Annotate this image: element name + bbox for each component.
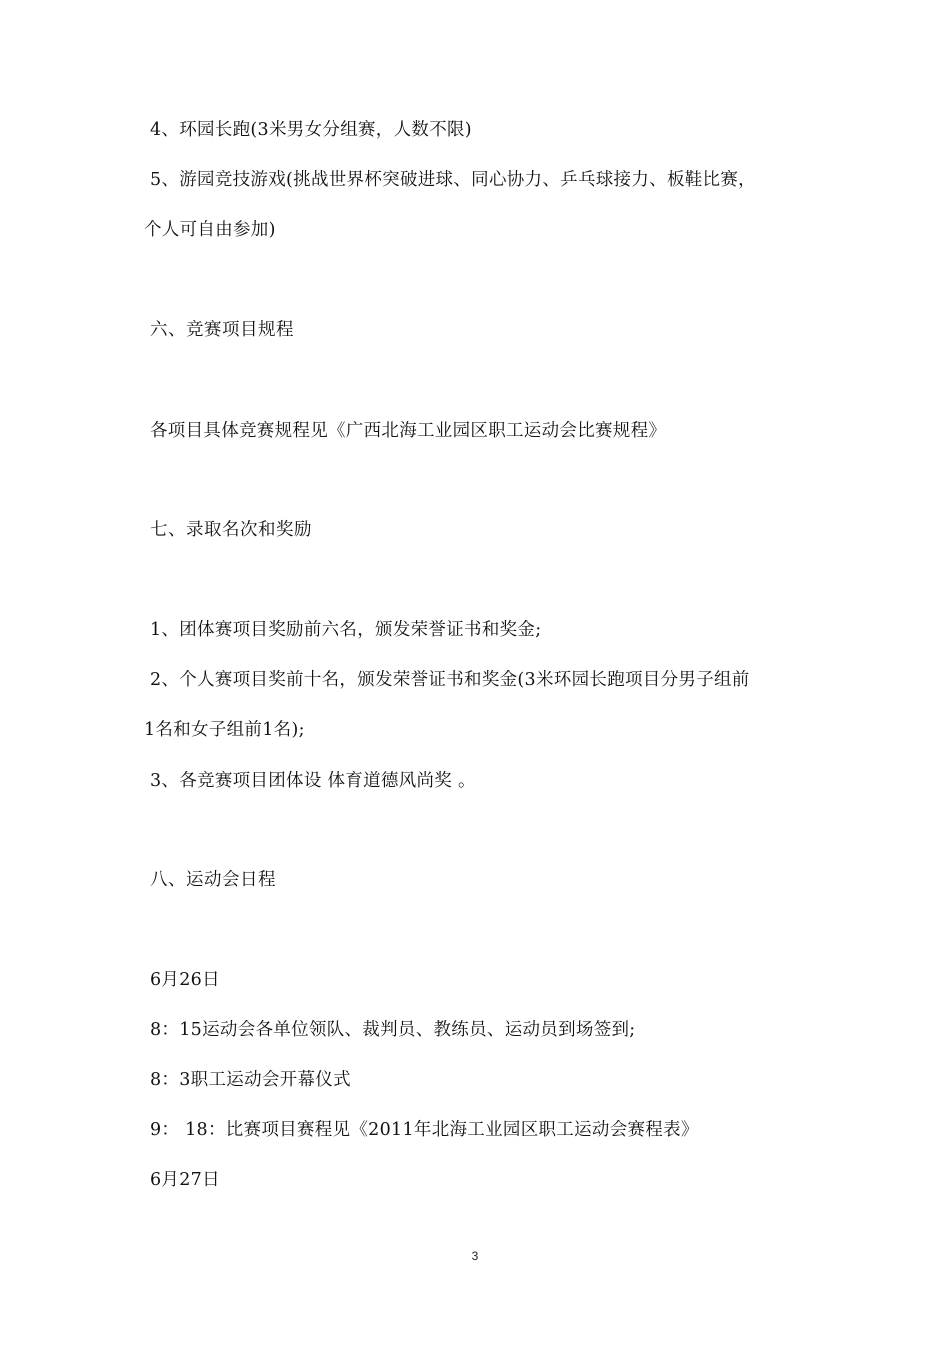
item-4-long-run: 4、环园长跑(3米男女分组赛，人数不限)	[150, 120, 472, 140]
schedule-entry-check-in: 8：15运动会各单位领队、裁判员、教练员、运动员到场签到;	[150, 1020, 636, 1040]
award-item-3: 3、各竞赛项目团体设 体育道德风尚奖 。	[150, 771, 476, 791]
section-7-heading: 七、录取名次和奖励	[150, 520, 312, 540]
item-5-garden-games: 5、游园竞技游戏(挑战世界杯突破进球、同心协力、乒乓球接力、板鞋比赛，	[150, 170, 756, 190]
section-6-body: 各项目具体竞赛规程见《广西北海工业园区职工运动会比赛规程》	[150, 421, 667, 441]
item-5-garden-games-continued: 个人可自由参加)	[144, 220, 276, 240]
schedule-date-june-26: 6月26日	[150, 970, 220, 990]
section-8-heading: 八、运动会日程	[150, 870, 276, 890]
section-6-heading: 六、竞赛项目规程	[150, 320, 294, 340]
award-item-2-continued: 1名和女子组前1名);	[144, 720, 305, 740]
schedule-entry-opening-ceremony: 8：3职工运动会开幕仪式	[150, 1070, 351, 1090]
award-item-2: 2、个人赛项目奖前十名，颁发荣誉证书和奖金(3米环园长跑项目分男子组前	[150, 670, 750, 690]
page-number: 3	[471, 1249, 479, 1263]
schedule-date-june-27: 6月27日	[150, 1170, 220, 1190]
award-item-1: 1、团体赛项目奖励前六名，颁发荣誉证书和奖金;	[150, 620, 542, 640]
schedule-entry-competition: 9： 18：比赛项目赛程见《2011年北海工业园区职工运动会赛程表》	[150, 1120, 699, 1140]
